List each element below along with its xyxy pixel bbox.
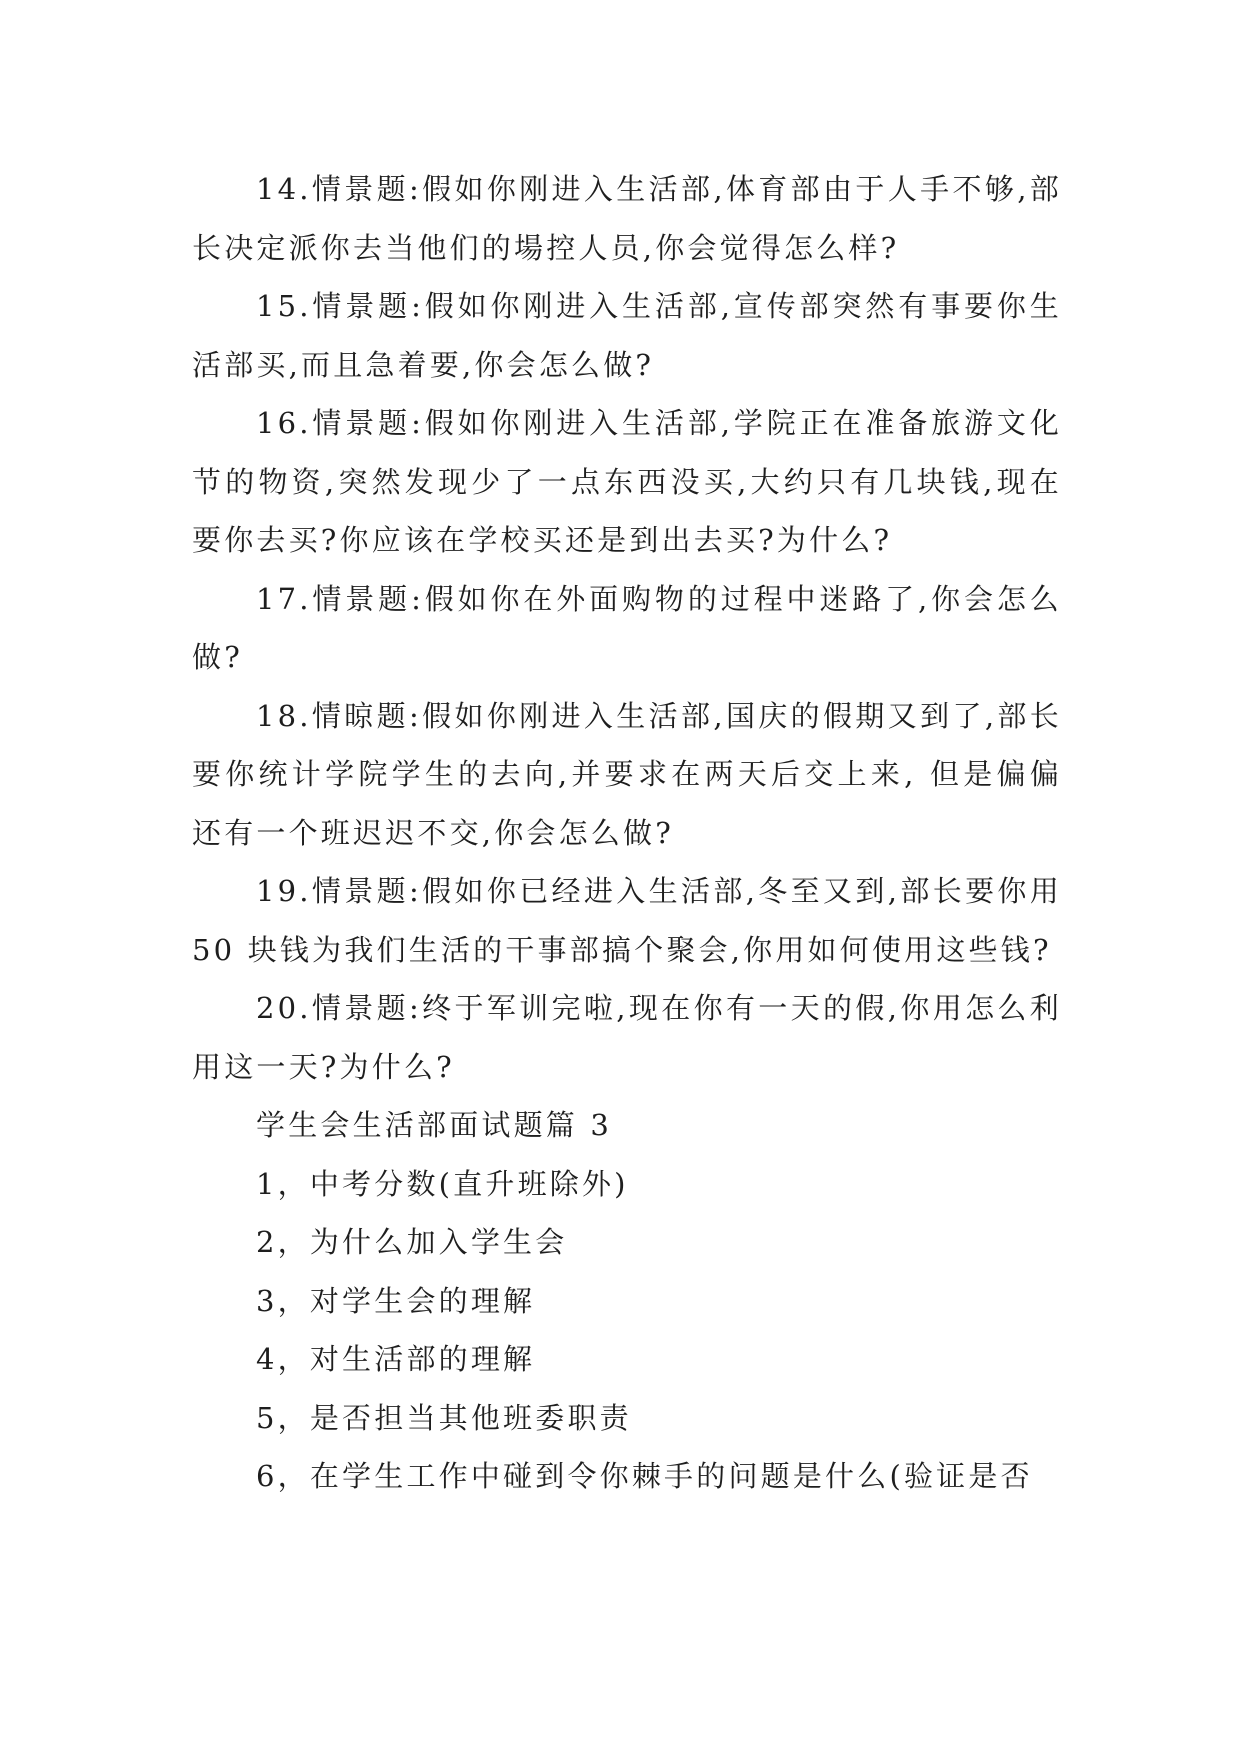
list-item-6: 6，在学生工作中碰到令你棘手的问题是什么(验证是否 — [256, 1459, 1033, 1493]
question-19: 19.情景题:假如你已经进入生活部,冬至又到,部长要你用 50 块钱为我们生活的干事部搞个聚会,你用如何使用这些钱? — [192, 874, 1075, 967]
question-14: 14.情景题:假如你刚进入生活部,体育部由于人手不够,部长决定派你去当他们的場控人员,你会觉得怎么样? — [192, 172, 1062, 265]
question-18: 18.情晾题:假如你刚进入生活部,国庆的假期又到了,部长要你统计学院学生的去向,并要求在两天后交上来, 但是偏偏还有一个班迟迟不交,你会怎么做? — [192, 698, 1062, 850]
question-15: 15.情景题:假如你刚进入生活部,宣传部突然有事要你生活部买,而且急着要,你会怎么做? — [192, 289, 1062, 382]
document-body — [192, 160, 1075, 1506]
question-16: 16.情景题:假如你刚进入生活部,学院正在准备旅游文化节的物资,突然发现少了一点东西没买,大约只有几块钱,现在要你去买?你应该在学校买还是到出去买?为什么? — [192, 406, 1062, 557]
list-item-1: 1，中考分数(直升班除外) — [256, 1166, 629, 1201]
list-item-2: 2，为什么加入学生会 — [256, 1225, 568, 1259]
list-item-5: 5，是否担当其他班委职责 — [256, 1400, 632, 1435]
list-item-4: 4，对生活部的理解 — [256, 1342, 536, 1376]
question-17: 17.情景题:假如你在外面购物的过程中迷路了,你会怎么做? — [192, 581, 1062, 674]
section-title: 学生会生活部面试题篇 3 — [256, 1108, 613, 1142]
question-20: 20.情景题:终于军训完啦,现在你有一天的假,你用怎么利用这一天?为什么? — [192, 991, 1062, 1084]
list-item-3: 3，对学生会的理解 — [256, 1283, 536, 1318]
